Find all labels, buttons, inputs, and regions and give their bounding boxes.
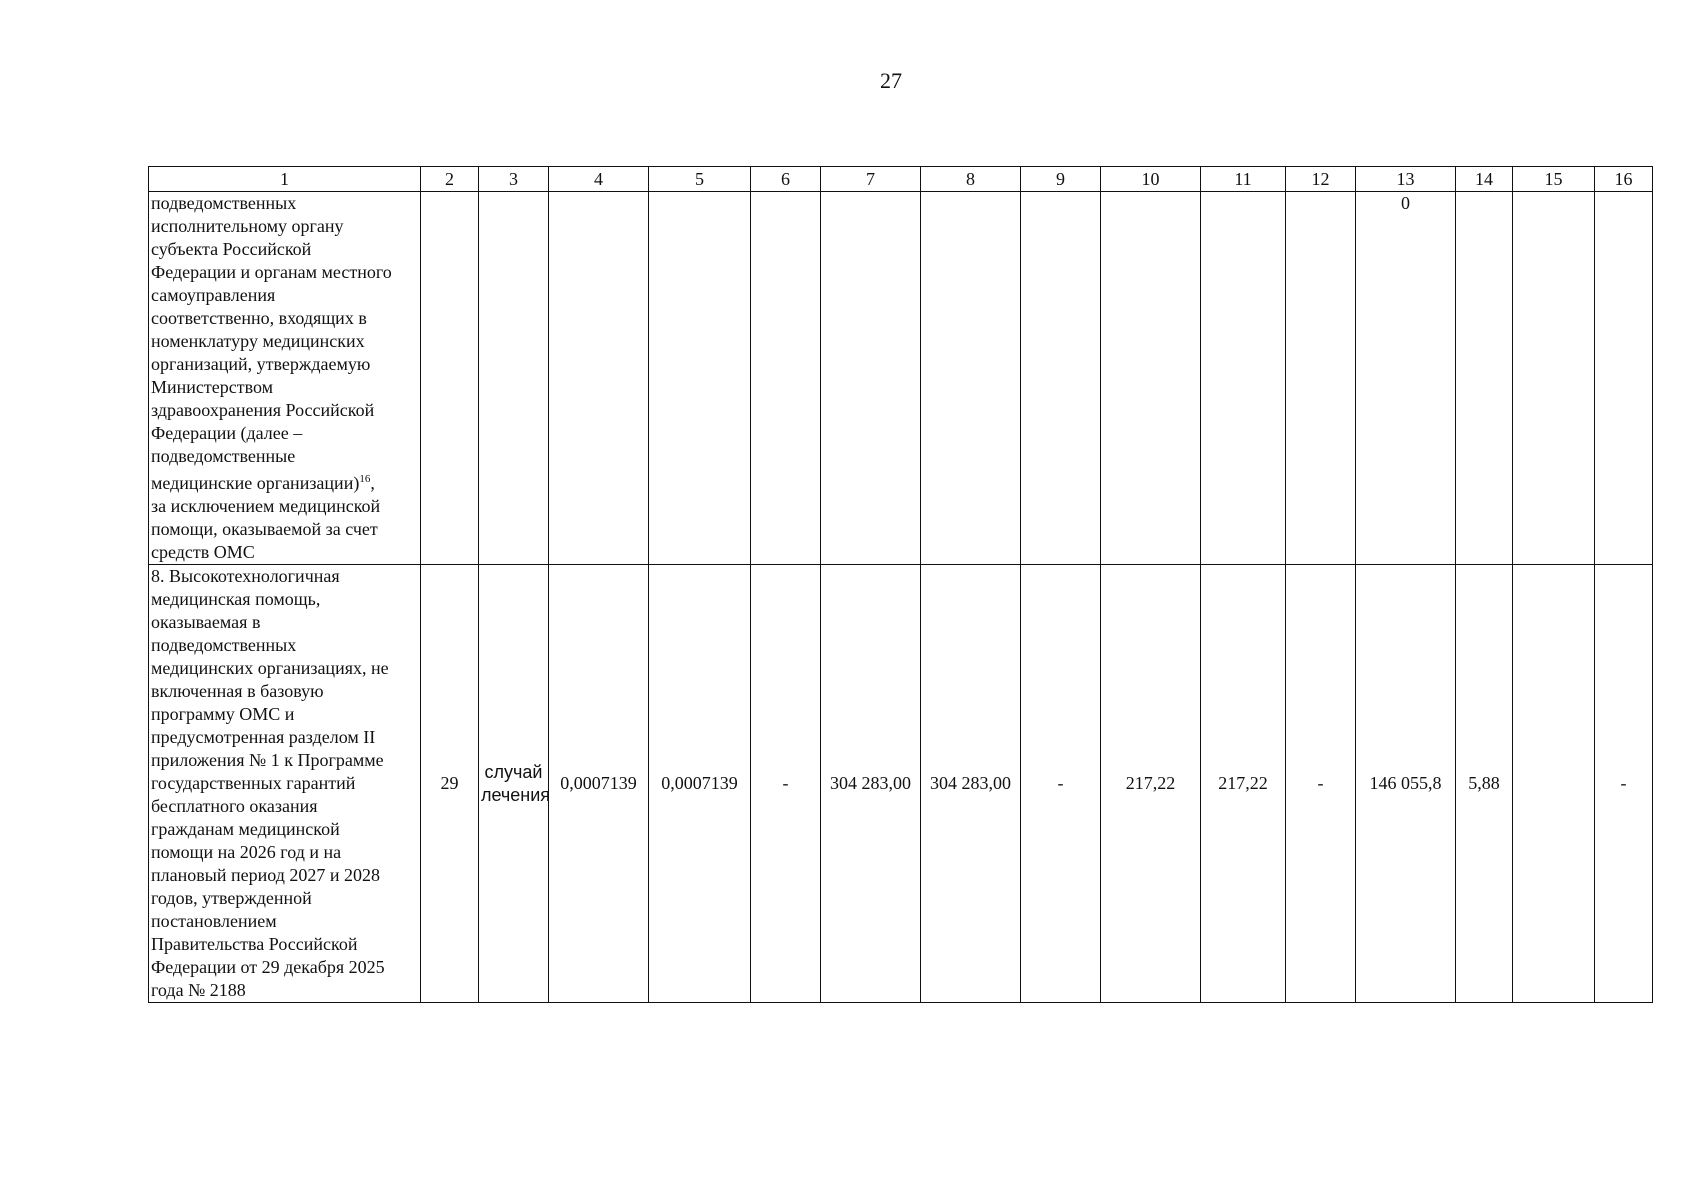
cell [421, 192, 479, 565]
col-header: 13 [1356, 167, 1456, 192]
col-header: 12 [1286, 167, 1356, 192]
cell-col13: 0 [1356, 192, 1456, 565]
col-header: 9 [1021, 167, 1101, 192]
cell [1101, 192, 1201, 565]
cell [549, 192, 649, 565]
cell-col16: - [1595, 565, 1653, 1003]
cell-col11: 217,22 [1201, 565, 1286, 1003]
cell-col14: 5,88 [1456, 565, 1513, 1003]
row-description: подведомственных исполнительному органу субъекта Российской Федерации и органам местного самоуправления соответственно, входящих в номенклатуру медицинских организаций, утверждаемую Министерством здравоохранения Российской Федерации (далее – подведомственные медицинские организации)$^{16}$, за исключением медицинской помощи, оказываемой за счет средств ОМС [149, 192, 421, 565]
cell [921, 192, 1021, 565]
cell-col6: - [751, 565, 821, 1003]
cell-col5: 0,0007139 [649, 565, 751, 1003]
cell [1021, 192, 1101, 565]
col-header: 4 [549, 167, 649, 192]
col-header: 14 [1456, 167, 1513, 192]
cell [751, 192, 821, 565]
col-header: 7 [821, 167, 921, 192]
footnote-ref: 16 [359, 473, 371, 485]
col-header: 8 [921, 167, 1021, 192]
cell-col4: 0,0007139 [549, 565, 649, 1003]
col-header: 5 [649, 167, 751, 192]
col-header: 1 [149, 167, 421, 192]
cell [1513, 192, 1595, 565]
cell-col7: 304 283,00 [821, 565, 921, 1003]
cell-col13: 146 055,8 [1356, 565, 1456, 1003]
cell-col2: 29 [421, 565, 479, 1003]
cell [1456, 192, 1513, 565]
col-header: 6 [751, 167, 821, 192]
cell [1201, 192, 1286, 565]
col-header: 3 [479, 167, 549, 192]
cell [479, 192, 549, 565]
cell-col9: - [1021, 565, 1101, 1003]
cell-col8: 304 283,00 [921, 565, 1021, 1003]
cell [1286, 192, 1356, 565]
col-header: 10 [1101, 167, 1201, 192]
cell-col15 [1513, 565, 1595, 1003]
cell-col12: - [1286, 565, 1356, 1003]
table-row [149, 565, 1653, 1003]
col-header: 11 [1201, 167, 1286, 192]
table-row [149, 192, 1653, 565]
cell-col10: 217,22 [1101, 565, 1201, 1003]
page-number: 27 [880, 68, 902, 93]
data-table [148, 166, 1653, 1003]
col-header: 15 [1513, 167, 1595, 192]
cell [821, 192, 921, 565]
cell [649, 192, 751, 565]
header-row [149, 167, 1653, 192]
cell [1595, 192, 1653, 565]
col-header: 16 [1595, 167, 1653, 192]
row-description: 8. Высокотехнологичная медицинская помощь, оказываемая в подведомственных медицинских организациях, не включенная в базовую программу ОМС и предусмотренная разделом II приложения № 1 к Программе государственных гарантий бесплатного оказания гражданам медицинской помощи на 2026 год и на плановый период 2027 и 2028 годов, утвержденной постановлением Правительства Российской Федерации от 29 декабря 2025 года № 2188 [149, 565, 421, 1003]
col-header: 2 [421, 167, 479, 192]
cell-col3: случай лечения [479, 565, 549, 1003]
